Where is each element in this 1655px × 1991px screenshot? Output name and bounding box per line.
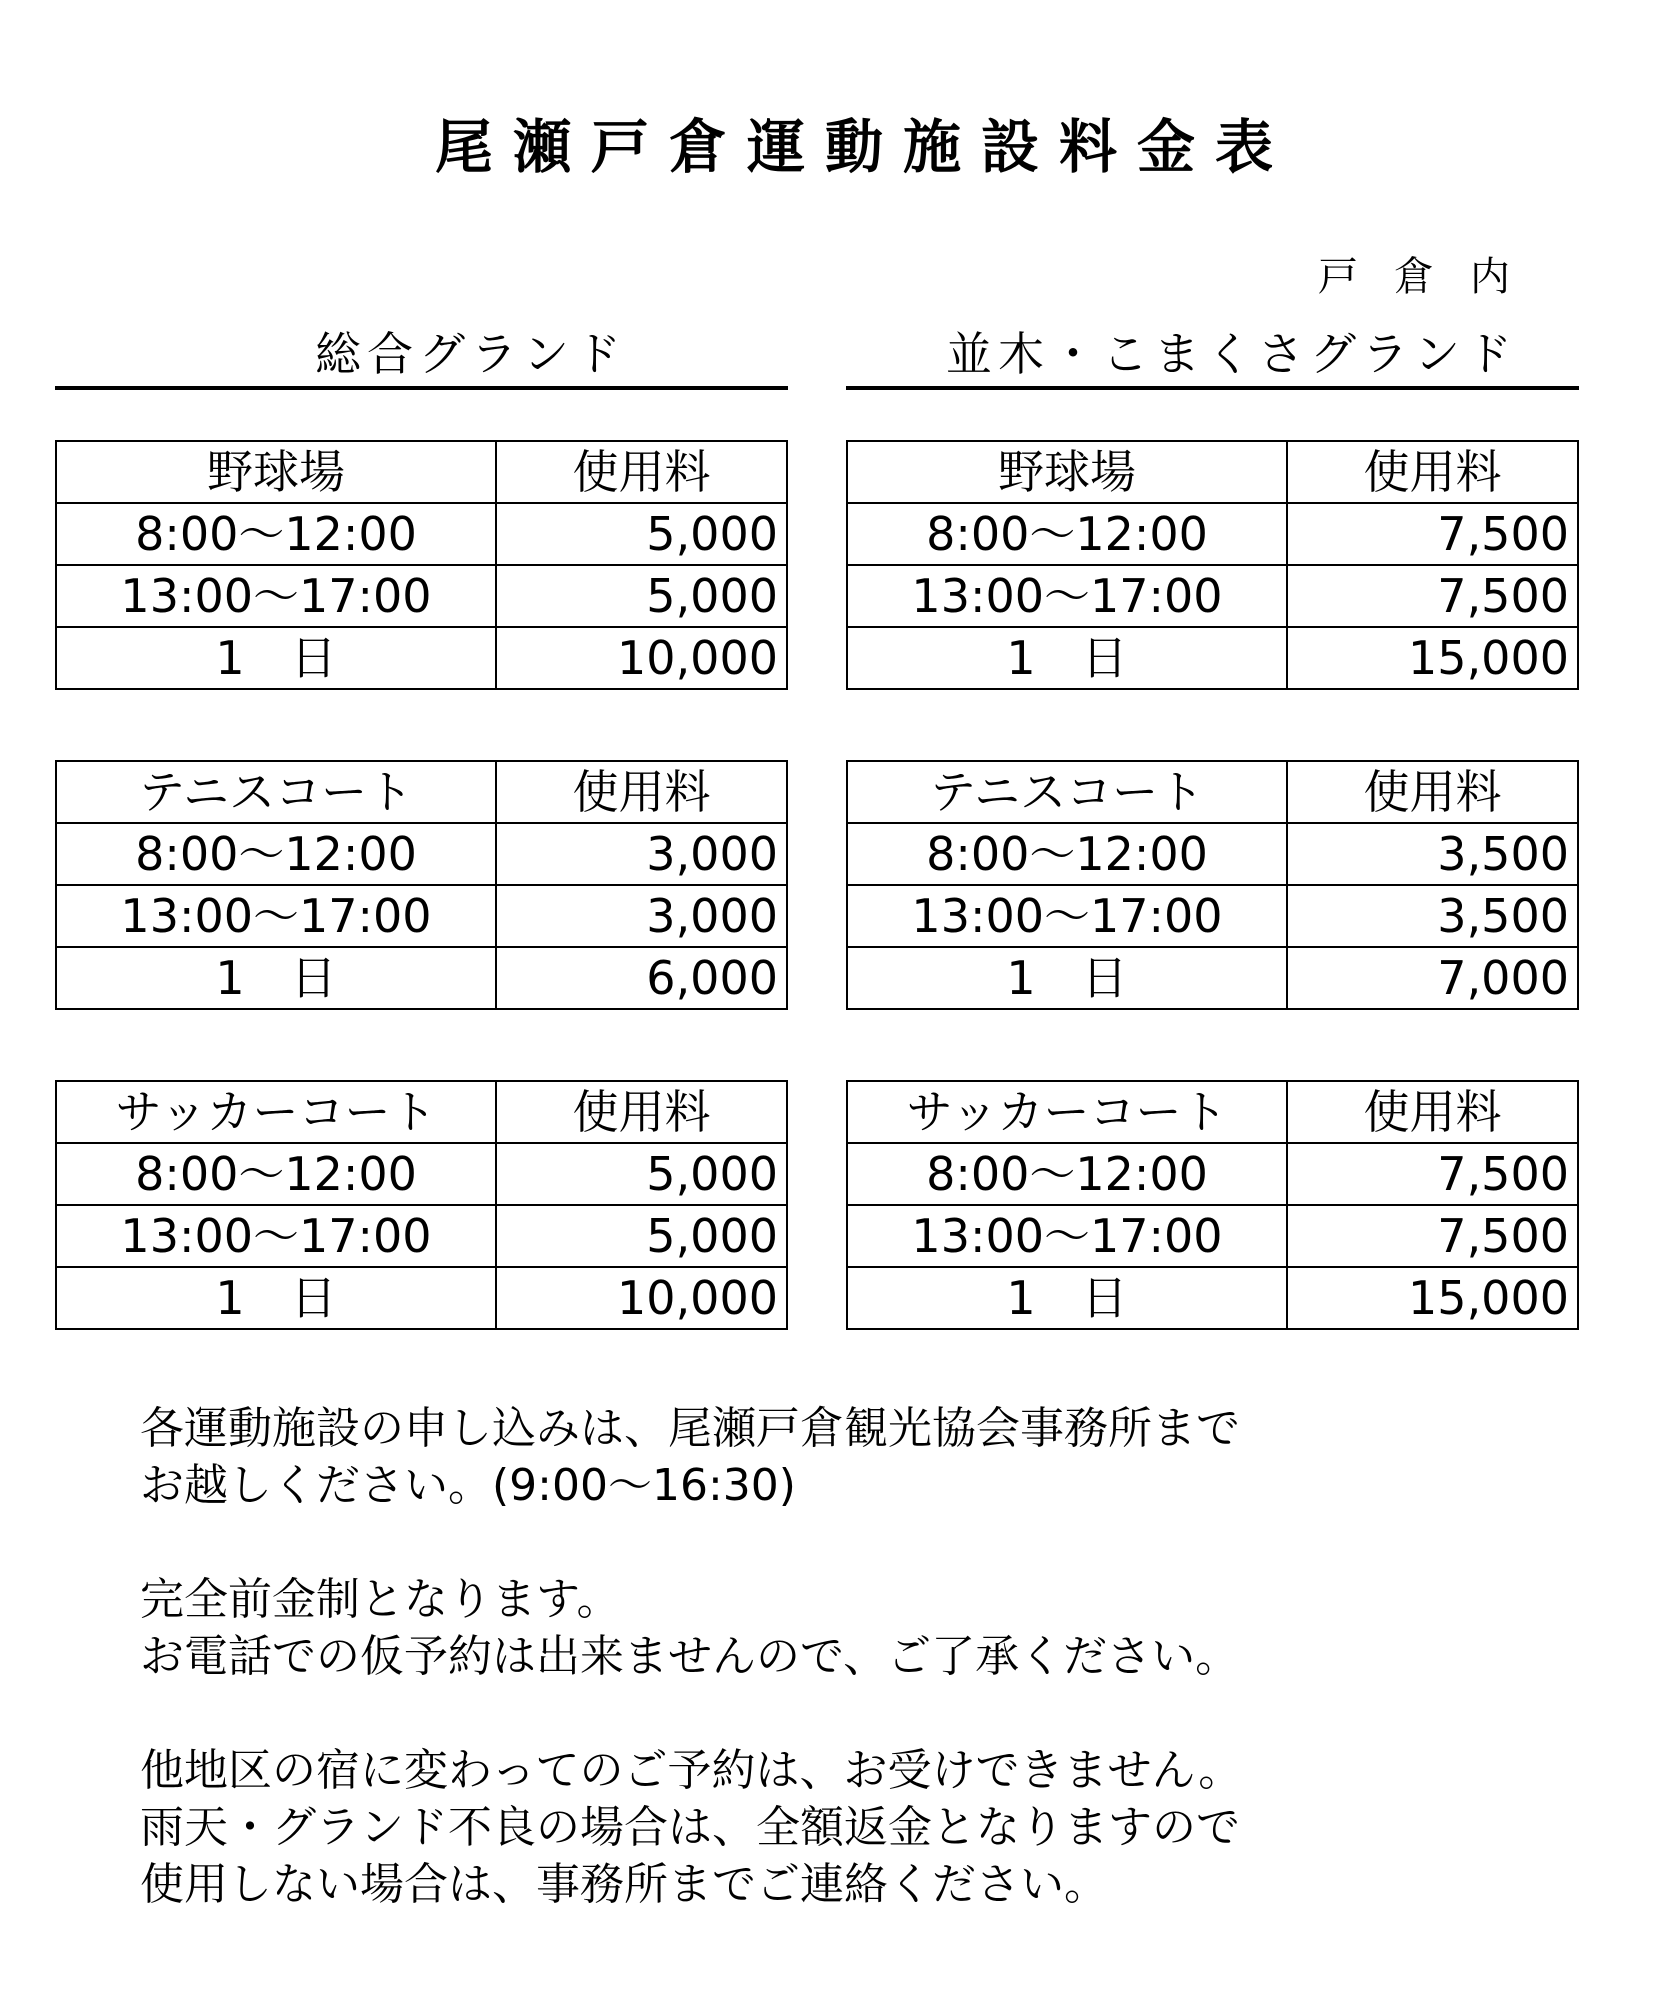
note-line: 使用しない場合は、事務所までご連絡ください。: [140, 1859, 1108, 1910]
fee-header: 使用料: [496, 761, 787, 823]
page-title: 尾瀬戸倉運動施設料金表: [435, 113, 1294, 181]
time-slot: 8:00〜12:00: [847, 1143, 1287, 1205]
time-slot: 13:00〜17:00: [56, 565, 496, 627]
note-refund: [140, 1742, 1242, 1913]
time-slot: 13:00〜17:00: [847, 885, 1287, 947]
time-slot: 8:00〜12:00: [56, 1143, 496, 1205]
facility-name: 野球場: [847, 441, 1287, 503]
time-slot: 1 日: [56, 627, 496, 689]
section-heading: 総合グランド: [55, 320, 788, 390]
facility-name: 野球場: [56, 441, 496, 503]
section-heading: 並木・こまくさグランド: [846, 320, 1579, 390]
time-slot: 8:00〜12:00: [847, 823, 1287, 885]
table-row: [56, 503, 787, 565]
table-row: [847, 1143, 1578, 1205]
fee-value: 5,000: [496, 503, 787, 565]
table-row: [56, 885, 787, 947]
fee-value: 3,000: [496, 885, 787, 947]
fee-header: 使用料: [1287, 441, 1578, 503]
table-header-row: [847, 1081, 1578, 1143]
note-line: お越しください。(9:00〜16:30): [140, 1460, 796, 1511]
fee-value: 6,000: [496, 947, 787, 1009]
table-row: [56, 627, 787, 689]
note-line: 雨天・グランド不良の場合は、全額返金となりますので: [140, 1802, 1240, 1853]
time-slot: 1 日: [56, 947, 496, 1009]
time-slot: 13:00〜17:00: [56, 1205, 496, 1267]
table-row: [847, 947, 1578, 1009]
note-application: [140, 1400, 1242, 1514]
fee-header: 使用料: [496, 441, 787, 503]
note-line: 各運動施設の申し込みは、尾瀬戸倉観光協会事務所まで: [140, 1403, 1240, 1454]
fee-value: 7,500: [1287, 1143, 1578, 1205]
fee-value: 7,000: [1287, 947, 1578, 1009]
table-row: [847, 1267, 1578, 1329]
table-row: [56, 1205, 787, 1267]
fee-value: 7,500: [1287, 565, 1578, 627]
fee-value: 3,000: [496, 823, 787, 885]
note-line: 完全前金制となります。: [140, 1574, 621, 1625]
section-namiki-komakusa-ground: [846, 320, 1579, 1325]
table-row: [847, 1205, 1578, 1267]
time-slot: 13:00〜17:00: [56, 885, 496, 947]
facility-name: テニスコート: [847, 761, 1287, 823]
time-slot: 8:00〜12:00: [56, 503, 496, 565]
fee-table-baseball: [55, 440, 788, 690]
table-row: [56, 1267, 787, 1329]
table-row: [56, 1143, 787, 1205]
fee-header: 使用料: [1287, 761, 1578, 823]
table-header-row: [56, 1081, 787, 1143]
fee-value: 15,000: [1287, 1267, 1578, 1329]
time-slot: 1 日: [847, 947, 1287, 1009]
fee-table-baseball: [846, 440, 1579, 690]
table-row: [56, 947, 787, 1009]
table-header-row: [56, 761, 787, 823]
facility-name: サッカーコート: [56, 1081, 496, 1143]
table-row: [847, 885, 1578, 947]
fee-table-soccer: [846, 1080, 1579, 1330]
fee-table-tennis: [846, 760, 1579, 1010]
fee-value: 5,000: [496, 1143, 787, 1205]
fee-value: 5,000: [496, 565, 787, 627]
fee-table-soccer: [55, 1080, 788, 1330]
table-header-row: [847, 761, 1578, 823]
facility-name: サッカーコート: [847, 1081, 1287, 1143]
fee-value: 10,000: [496, 627, 787, 689]
note-line: 他地区の宿に変わってのご予約は、お受けできません。: [140, 1745, 1243, 1796]
fee-value: 5,000: [496, 1205, 787, 1267]
note-line: お電話での仮予約は出来ませんので、ご了承ください。: [140, 1631, 1240, 1682]
fee-value: 3,500: [1287, 823, 1578, 885]
time-slot: 1 日: [847, 1267, 1287, 1329]
table-row: [847, 503, 1578, 565]
time-slot: 8:00〜12:00: [56, 823, 496, 885]
table-row: [56, 823, 787, 885]
table-row: [847, 565, 1578, 627]
fee-header: 使用料: [496, 1081, 787, 1143]
note-prepayment: [140, 1571, 1242, 1685]
fee-value: 15,000: [1287, 627, 1578, 689]
table-row: [847, 627, 1578, 689]
table-header-row: [847, 441, 1578, 503]
facility-name: テニスコート: [56, 761, 496, 823]
fee-value: 7,500: [1287, 503, 1578, 565]
fee-value: 7,500: [1287, 1205, 1578, 1267]
time-slot: 13:00〜17:00: [847, 565, 1287, 627]
notes: [140, 1400, 1242, 1970]
fee-table-tennis: [55, 760, 788, 1010]
table-row: [847, 823, 1578, 885]
time-slot: 1 日: [56, 1267, 496, 1329]
time-slot: 13:00〜17:00: [847, 1205, 1287, 1267]
section-sogo-ground: [55, 320, 788, 1325]
fee-value: 10,000: [496, 1267, 787, 1329]
table-row: [56, 565, 787, 627]
time-slot: 1 日: [847, 627, 1287, 689]
time-slot: 8:00〜12:00: [847, 503, 1287, 565]
table-header-row: [56, 441, 787, 503]
fee-header: 使用料: [1287, 1081, 1578, 1143]
fee-value: 3,500: [1287, 885, 1578, 947]
location-label: 戸倉内: [1318, 254, 1546, 300]
